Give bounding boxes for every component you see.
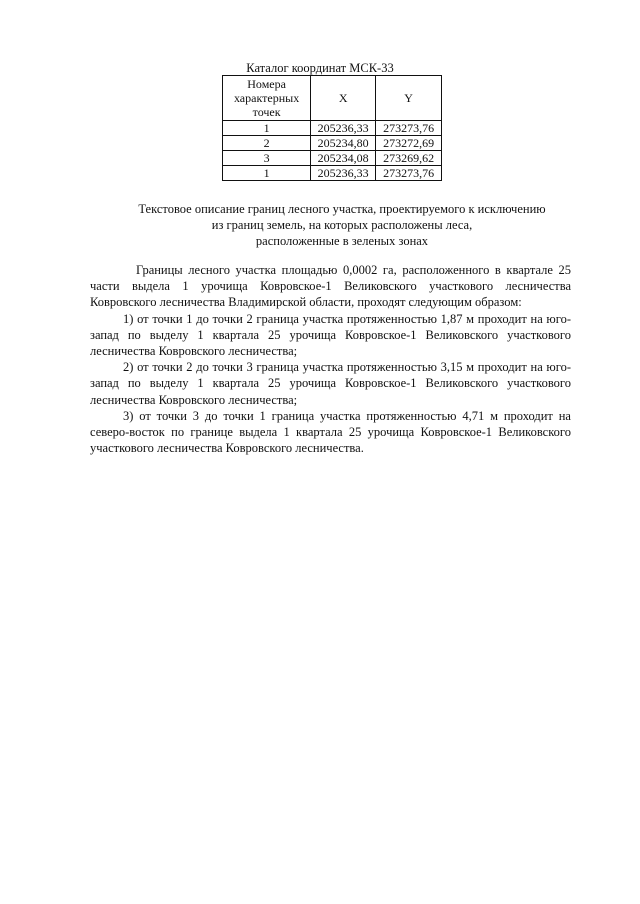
segment-paragraph-2: 2) от точки 2 до точки 3 граница участка протяженностью 3,15 м проходит на юго-запад по выделу 1 квартала 25 урочища Ковровское-1 Великовского участкового лесничества Ковровского лесничества; (90, 360, 571, 407)
cell-y: 273269,62 (376, 151, 442, 166)
header-y: Y (376, 76, 442, 121)
table-row (223, 121, 442, 136)
coordinates-table (222, 75, 442, 181)
table-header-row (223, 76, 442, 121)
cell-point: 1 (223, 121, 311, 136)
header-x: X (311, 76, 376, 121)
segment-paragraph-1: 1) от точки 1 до точки 2 граница участка протяженностью 1,87 м проходит на юго-запад по выделу 1 квартала 25 урочища Ковровское-1 Великовского участкового лесничества Ковровского лесничества; (90, 311, 571, 359)
intro-paragraph: Границы лесного участка площадью 0,0002 га, расположенного в квартале 25 части выдела 1 урочища Ковровское-1 Великовского участкового лесничества Ковровского лесничества Владимирской области, проходят следующим образом: (90, 263, 571, 310)
cell-point: 2 (223, 136, 311, 151)
heading-line-2: из границ земель, на которых расположены леса, (211, 218, 473, 232)
heading-line-3: расположенные в зеленых зонах (255, 234, 429, 248)
cell-point: 1 (223, 166, 311, 181)
cell-point: 3 (223, 151, 311, 166)
cell-x: 205236,33 (311, 166, 376, 181)
table-row (223, 136, 442, 151)
catalog-caption: Каталог координат МСК-33 (246, 61, 394, 75)
segment-paragraph-3: 3) от точки 3 до точки 1 граница участка протяженностью 4,71 м проходит на северо-восток по границе выдела 1 квартала 25 урочища Ковровское-1 Великовского участкового лесничества Ковровского лесничества. (90, 408, 571, 456)
cell-x: 205234,08 (311, 151, 376, 166)
table-row (223, 166, 442, 181)
header-point-numbers: Номера характерных точек (223, 76, 311, 121)
heading-line-1: Текстовое описание границ лесного участка, проектируемого к исключению (138, 202, 546, 216)
table-row (223, 151, 442, 166)
section-heading (100, 201, 584, 249)
cell-x: 205236,33 (311, 121, 376, 136)
cell-y: 273273,76 (376, 166, 442, 181)
cell-y: 273273,76 (376, 121, 442, 136)
boundary-description (90, 262, 571, 456)
cell-y: 273272,69 (376, 136, 442, 151)
cell-x: 205234,80 (311, 136, 376, 151)
